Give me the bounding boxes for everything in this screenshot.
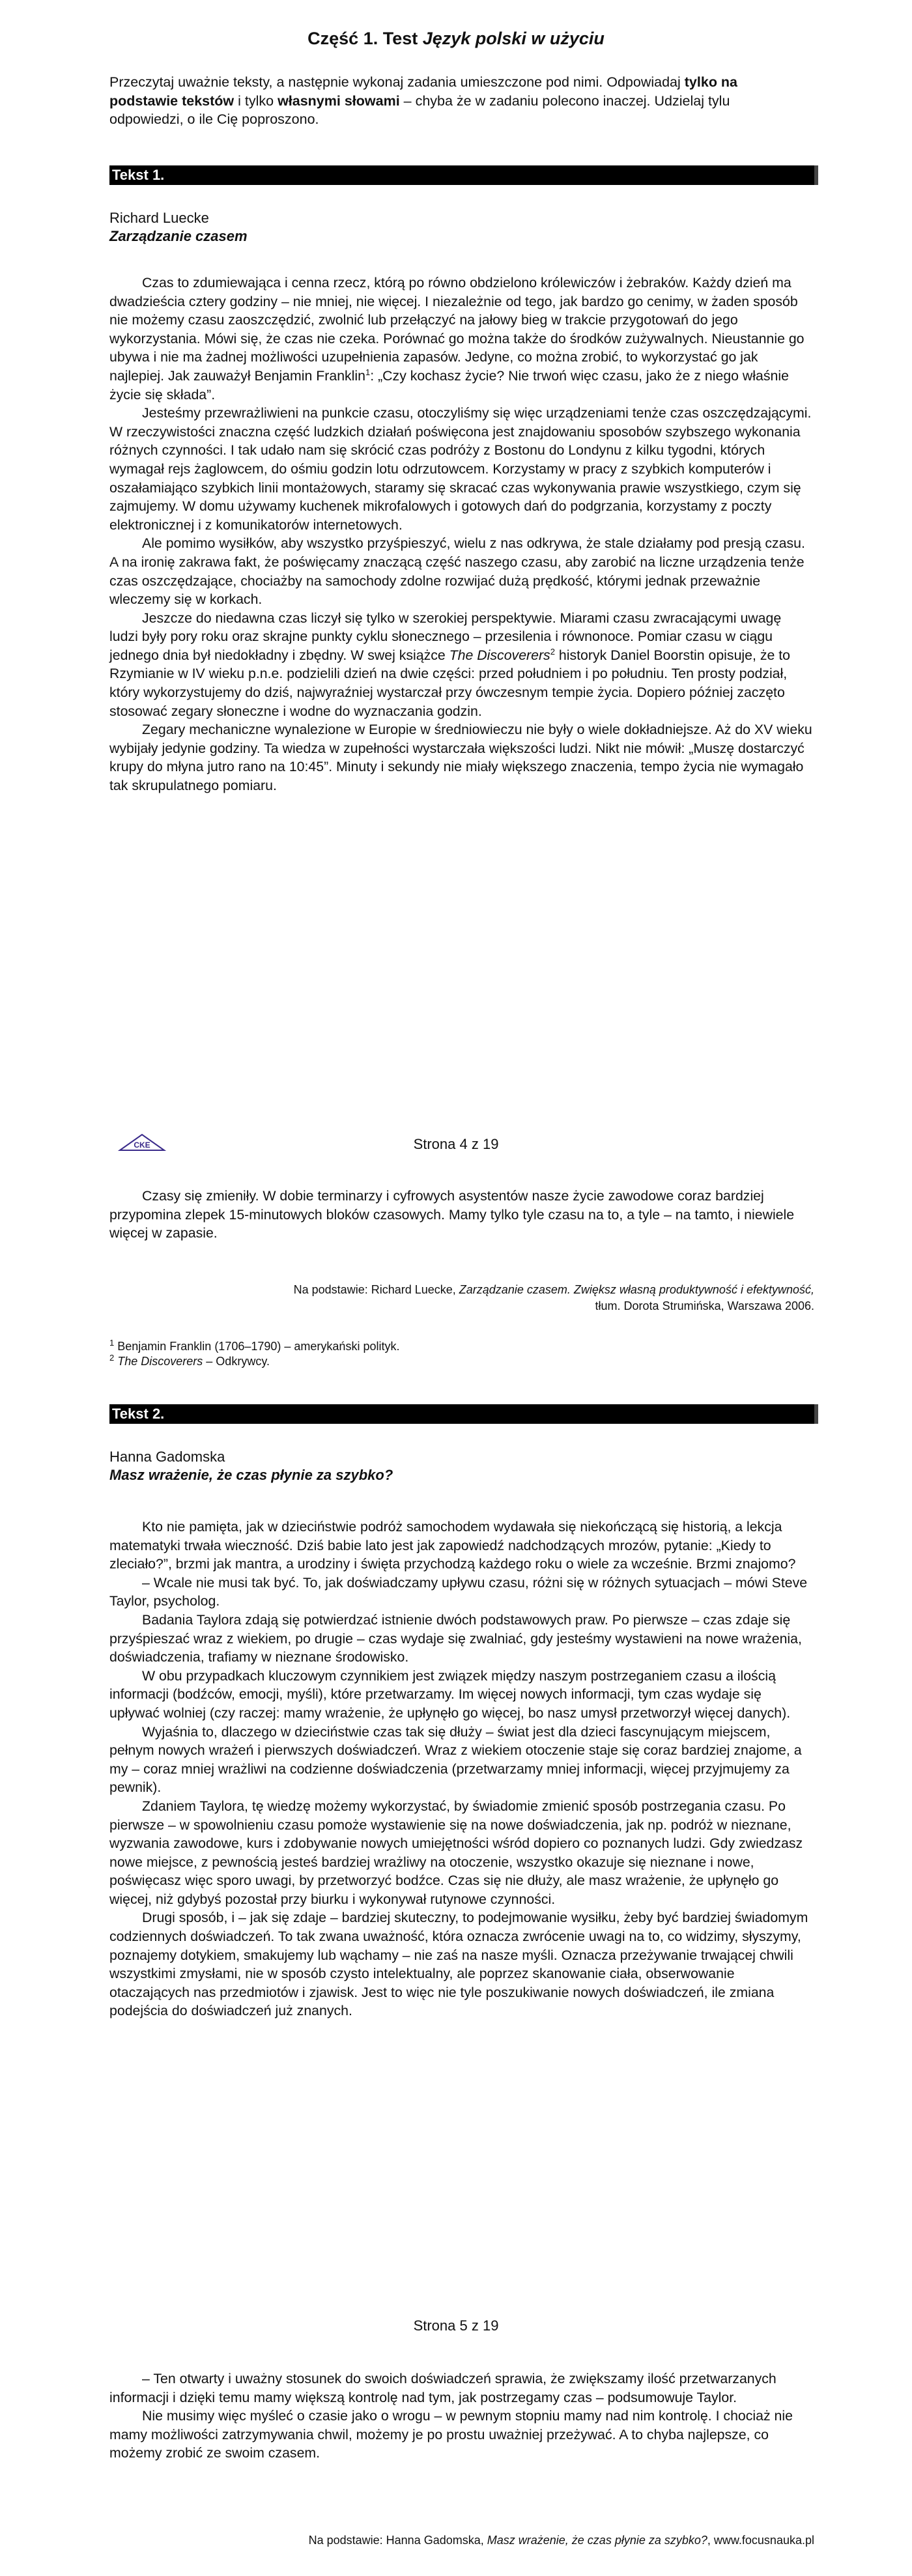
intro-part3: – chyba że w zadaniu polecono inaczej. Udzielaj tylu odpowiedzi, o ile Cię poproszono.	[109, 92, 730, 127]
text1-p4a: Jeszcze do niedawna czas liczył się tylko w szerokiej perspektywie. Miarami czasu zwracającymi uwagę ludzi były pory roku oraz skrajne punkty cyklu słonecznego – przesilenia i równonoce. Pomiar czasu w ciągu jednego dnia był niedokładny i zbędny. W swej książce	[109, 610, 782, 663]
text1-source-line1	[294, 1282, 814, 1298]
intro-part1: Przeczytaj uważnie teksty, a następnie wykonaj zadania umieszczone pod nimi. Odpowiadaj	[109, 74, 685, 90]
text1-paragraph-5: Zegary mechaniczne wynalezione w Europie w średniowieczu nie były o wiele dokładniejsze. Aż do XV wieku wybijały jedynie godziny. Ta wiedza w zupełności wystarczała większości ludzi. Nikt nie mówił: „Muszę dostarczyć krupy do młyna jutro rano na 10:45”. Minuty i sekundy nie miały większego znaczenia, tempo życia nie wymagało tak skrupulatnego pomiaru.	[109, 722, 812, 794]
intro-bold1: tylko na podstawie tekstów	[109, 74, 738, 109]
text1-body	[109, 274, 813, 795]
footnote-2-text: – Odkrywcy.	[203, 1355, 270, 1368]
text1-p1a: Czas to zdumiewająca i cenna rzecz, którą po równo obdzielono królewiczów i żebraków. Każdy dzień ma dwadzieścia cztery godziny – nie mniej, nie więcej. I niezależnie od tego, jak bardzo go cenimy, w żaden sposób nie możemy czasu zaoszczędzić, zwolnić lub przełączyć na jałowy bieg w trakcie przygotowań do jego wykorzystania. Mówi się, że czas nie czeka. Porównać go można także do środków zużywalnych. Nieustannie go ubywa i nie ma żadnej możliwości uzupełnienia zapasów. Jedyne, co można zrobić, to wykorzystać go jak najlepiej. Jak zauważył Benjamin Franklin	[109, 275, 805, 384]
page-title	[0, 29, 912, 49]
text1-label-bar	[109, 165, 814, 185]
intro-part2: i tylko	[234, 92, 278, 109]
text2-source-c: , www.focusnauka.pl	[707, 2534, 814, 2547]
text1-source-b: Zarządzanie czasem. Zwiększ własną produktywność i efektywność,	[459, 1283, 814, 1296]
footnote-ref-1: 1	[365, 367, 371, 377]
title-italic: Język polski w użyciu	[422, 29, 605, 48]
footnote-1-text: Benjamin Franklin (1706–1790) – amerykański polityk.	[117, 1340, 400, 1353]
text1-paragraph-1	[109, 274, 813, 404]
text2-paragraph-5: Wyjaśnia to, dlaczego w dzieciństwie czas tak się dłuży – świat jest dla dzieci fascynującym miejscem, pełnym nowych wrażeń i pierwszych doświadczeń. Wraz z wiekiem otoczenie staje się coraz bardziej znajome, a my – coraz mniej wrażliwi na codzienne doświadczenia (przetwarzamy mniej informacji, więcej przyjmujemy za pewnik).	[109, 1723, 802, 1796]
text2-title: Masz wrażenie, że czas płynie za szybko?	[109, 1467, 393, 1483]
intro-bold2: własnymi słowami	[278, 92, 400, 109]
text1-label: Tekst 1.	[112, 167, 165, 183]
svg-text:CKE: CKE	[134, 1140, 150, 1150]
footnote-2-title: The Discoverers	[117, 1355, 203, 1368]
text2-paragraph-8: – Ten otwarty i uważny stosunek do swoich doświadczeń sprawia, że zwiększamy ilość przetwarzanych informacji i dzięki temu mamy większą kontrolę nad tym, jak postrzegamy czas – podsumowuje Taylor.	[109, 2371, 777, 2405]
footnote-ref-2: 2	[550, 646, 555, 657]
text2-body	[109, 1518, 813, 2020]
text1-paragraph-6: Czasy się zmieniły. W dobie terminarzy i cyfrowych asystentów nasze życie zawodowe coraz bardziej przypomina zlepek 15-minutowych bloków czasowych. Mamy tylko tyle czasu na to, a tyle – na tamto, i niewiele więcej w zapasie.	[109, 1188, 795, 1241]
text2-paragraph-9: Nie musimy więc myśleć o czasie jako o wrogu – w pewnym stopniu mamy nad nim kontrolę. I chociaż nie mamy możliwości zatrzymywania chwil, możemy je po prostu uważniej przeżywać. A to chyba najlepsze, co możemy zrobić ze swoim czasem.	[109, 2408, 793, 2461]
text1-paragraph-4	[109, 609, 813, 721]
text1-paragraph-2: Jesteśmy przewrażliwieni na punkcie czasu, otoczyliśmy się więc urządzeniami tenże czas oszczędzającymi. W rzeczywistości znaczna część ludzkich działań poświęcona jest znajdowaniu sposobów szybszego wykonania różnych czynności. I tak udało nam się skrócić czas podróży z Bostonu do Londynu z kilku tygodni, których wymagał rejs żaglowcem, do ośmiu godzin lotu odrzutowcem. Korzystamy w pracy z szybkich komputerów i oszałamiająco szybkich linii montażowych, staramy się skracać czas wykonywania prawie wszystkiego, czym się zajmujemy. W domu używamy kuchenek mikrofalowych i gotowych dań do podgrzania, korzystamy z poczty elektronicznej i z komunikatorów internetowych.	[109, 405, 812, 533]
text2-paragraph-3: Badania Taylora zdają się potwierdzać istnienie dwóch podstawowych praw. Po pierwsze – czas zdaje się przyśpieszać wraz z wiekiem, po drugie – czas wydaje się zwalniać, gdy jesteśmy wystawieni na nowe wrażenia, doświadczenia, trafiamy w nieznane środowisko.	[109, 1611, 802, 1665]
text2-source-b: Masz wrażenie, że czas płynie za szybko?	[487, 2534, 707, 2547]
text1-source-line2: tłum. Dorota Strumińska, Warszawa 2006.	[595, 1299, 814, 1312]
text2-author: Hanna Gadomska	[109, 1449, 225, 1465]
text2-body-continued	[109, 2370, 813, 2463]
text2-source-a: Na podstawie: Hanna Gadomska,	[308, 2534, 487, 2547]
text2-paragraph-1: Kto nie pamięta, jak w dzieciństwie podróż samochodem wydawała się niekończącą się historią, a lekcja matematyki trwała wieczność. Dziś babie lato jest jak zapowiedź nadchodzących mrozów, pytanie: „Kiedy to zleciało?”, brzmi jak mantra, a urodziny i święta przychodzą każdego roku o wiele za wcześnie. Brzmi znajomo?	[109, 1519, 796, 1572]
text2-paragraph-6: Zdaniem Taylora, tę wiedzę możemy wykorzystać, by świadomie zmienić sposób postrzegania czasu. Po pierwsze – w spowolnieniu czasu pomoże wystawienie się na nowe doświadczenia, jak np. podróż w nieznane, wyzwania zawodowe, kurs i zdobywanie nowych umiejętności wśród dopiero co poznanych ludzi. Gdy zwiedzasz nowe miejsce, z pewnością jesteś bardziej wrażliwy na otoczenie, wszystko okazuje się nieznane i nowe, poświęcasz więc sporo uwagi, by przetworzyć bodźce. Czas się nie dłuży, ale masz wrażenie, że upłynęło go więcej, niż gdybyś pozostał przy biurku i wykonywał rutynowe czynności.	[109, 1798, 803, 1907]
instructions	[109, 73, 806, 129]
text1-p4-book: The Discoverers	[449, 647, 550, 663]
text1-body-continued	[109, 1187, 813, 1243]
text2-source	[309, 2532, 814, 2549]
text1-paragraph-3: Ale pomimo wysiłków, aby wszystko przyśpieszyć, wielu z nas odkrywa, że stale działamy pod presją czasu. A na ironię zakrawa fakt, że poświęcamy znaczącą część naszego czasu, aby zarobić na liczne urządzenia tenże czas oszczędzające, chociażby na samochody zdolne rozwijać dużą prędkość, którymi jednak przeważnie wleczemy się w korkach.	[109, 535, 805, 608]
text1-title: Zarządzanie czasem	[109, 228, 248, 244]
text2-paragraph-2: – Wcale nie musi tak być. To, jak doświadczamy upływu czasu, różni się w różnych sytuacjach – mówi Steve Taylor, psycholog.	[109, 1574, 808, 1609]
footnote-2: $^2$ The Discoverers – Odkrywcy.	[109, 1353, 270, 1368]
footnotes	[109, 1339, 399, 1369]
page-number-4: Strona 4 z 19	[413, 1136, 499, 1152]
footnote-1: $^1$ Benjamin Franklin (1706–1790) – amerykański polityk.	[109, 1338, 400, 1353]
text1-source-a: Na podstawie: Richard Luecke,	[293, 1283, 459, 1296]
text2-paragraph-4: W obu przypadkach kluczowym czynnikiem jest związek między naszym postrzeganiem czasu a ilością informacji (bodźców, emocji, myśli), które przetwarzamy. Im więcej nowych informacji, tym czas wydaje się upływać wolniej (czy raczej: mamy wrażenie, że upłynęło go więcej, bo nasz umysł przetworzył więcej danych).	[109, 1667, 791, 1721]
page-number-5: Strona 5 z 19	[413, 2317, 499, 2334]
text1-p4b: historyk Daniel Boorstin opisuje, że to Rzymianie w IV wieku p.n.e. podzielili dzień na dwie części: przed południem i po południu. Ten prosty podział, który wykorzystujemy do dziś, najwyraźniej wystarczał przy ówczesnym tempie życia. Dopiero później zaczęto stosować zegary słoneczne i wodne do wyznaczania godzin.	[109, 647, 790, 719]
text1-source	[294, 1282, 814, 1314]
text2-label-bar	[109, 1404, 814, 1424]
text2-label: Tekst 2.	[112, 1406, 165, 1422]
text1-p1b: : „Czy kochasz życie? Nie trwoń więc czasu, jako że z niego właśnie życie się składa”.	[109, 367, 789, 403]
text2-paragraph-7: Drugi sposób, i – jak się zdaje – bardziej skuteczny, to podejmowanie wysiłku, żeby być bardziej świadomym codziennych doświadczeń. To tak zwana uważność, która oznacza zwrócenie uwagi na to, co widzimy, słyszymy, poznajemy dotykiem, smakujemy lub wąchamy – nie zaś na nasze myśli. Oznacza przeżywanie trwającej chwili wszystkimi zmysłami, nie w sposób czysto intelektualny, ale poprzez skanowanie ciała, obserwowanie otaczających nas przedmiotów i zjawisk. Jest to więc nie tyle poszukiwanie nowych doświadczeń, ile zmiana podejścia do doświadczeń już znanych.	[109, 1910, 808, 2019]
text1-author: Richard Luecke	[109, 210, 209, 226]
title-prefix: Część 1. Test	[307, 29, 423, 48]
